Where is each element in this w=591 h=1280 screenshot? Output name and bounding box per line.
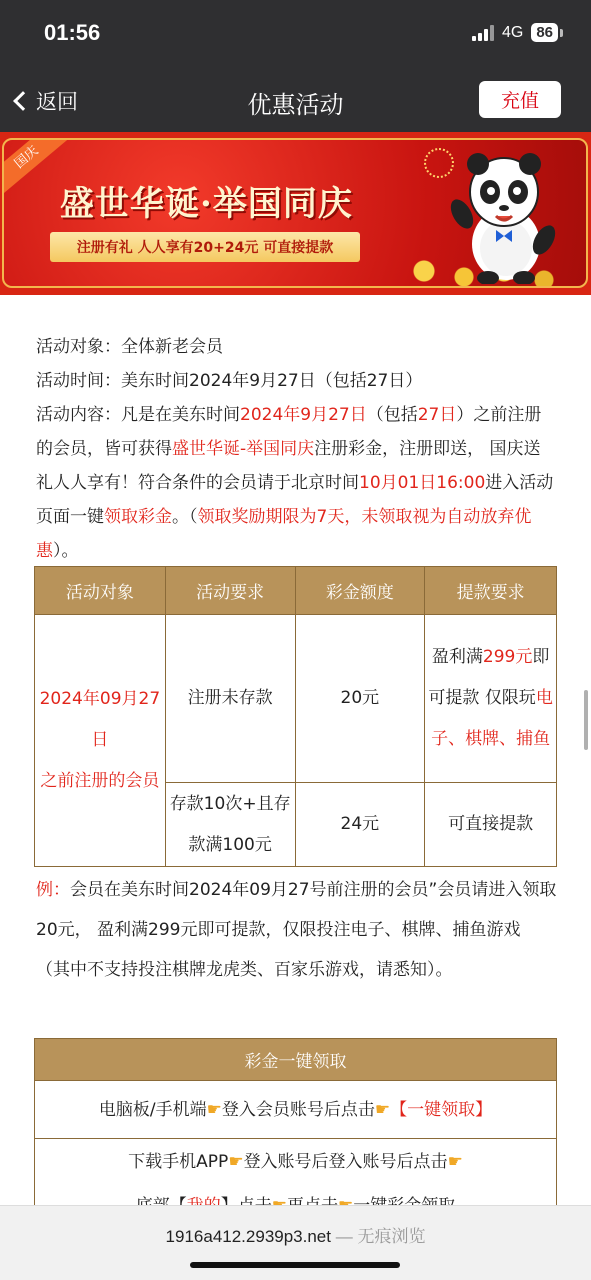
- signal-icon: [472, 25, 494, 41]
- battery-nub: [560, 29, 563, 37]
- example-text: 会员在美东时间2024年09月27号前注册的会员”会员请进入领取20元， 盈利满299元即可提款，仅限投注电子、棋牌、捕鱼游戏 （其中不支持投注棋牌龙虎类、百家乐游戏，请悉知）。: [36, 880, 557, 980]
- example-label: 例：: [36, 880, 70, 900]
- info-content: 活动内容：凡是在美东时间2024年9月27日（包括27日）之前注册的会员，皆可获得盛世华诞-举国同庆注册彩金，注册即送， 国庆送礼人人享有！符合条件的会员请于北京时间10月01日16:00进入活动页面一键领取彩金。（领取奖励期限为7天，未领取视为自动放弃优惠）。: [36, 405, 554, 561]
- table-header-row: [35, 567, 557, 615]
- pointing-hand-icon: ☛: [374, 1099, 391, 1120]
- one-click-claim-link[interactable]: 【一键领取】: [390, 1099, 493, 1120]
- header-withdraw: 提款要求: [425, 567, 557, 615]
- pointing-hand-icon: ☛: [206, 1099, 222, 1120]
- corner-badge: 国庆: [2, 138, 69, 196]
- claim-header: 彩金一键领取: [35, 1039, 557, 1081]
- network-type: 4G: [501, 23, 524, 41]
- cell-amount: 24元: [295, 783, 425, 867]
- top-bar: [0, 0, 591, 132]
- page-title: 优惠活动: [247, 91, 344, 119]
- table-row: [35, 1081, 557, 1139]
- battery-icon: 86: [531, 23, 558, 42]
- browser-url-bar[interactable]: [0, 1205, 591, 1280]
- home-indicator[interactable]: [190, 1262, 400, 1268]
- rules-table: [34, 566, 557, 867]
- claim-row-app: 下载手机APP☛登入账号后登入账号后点击☛: [35, 1139, 557, 1229]
- example-note: [36, 870, 558, 990]
- claim-table: [34, 1038, 557, 1229]
- pointing-hand-icon: ☛: [228, 1151, 244, 1172]
- claim-header-row: [35, 1039, 557, 1081]
- panda-mascot-icon: [444, 144, 564, 284]
- nav-bar: [0, 70, 591, 132]
- banner-title: 盛世华诞·举国同庆: [60, 184, 353, 224]
- promo-banner[interactable]: [0, 132, 591, 295]
- scrollbar[interactable]: [584, 690, 588, 750]
- header-amount: 彩金额度: [295, 567, 425, 615]
- cell-withdraw: 可直接提款: [425, 783, 557, 867]
- cell-requirement: 注册未存款: [165, 615, 295, 783]
- recharge-button[interactable]: 充值: [479, 81, 561, 118]
- cell-withdraw: 盈利满299元即可提款 仅限玩电子、棋牌、捕鱼: [425, 615, 557, 783]
- info-target: 活动对象：全体新老会员: [36, 337, 223, 357]
- url-text[interactable]: 1916a412.2939p3.net — 无痕浏览: [165, 1227, 426, 1246]
- status-bar: [0, 0, 591, 70]
- claim-row-desktop: 电脑板/手机端☛登入会员账号后点击☛【一键领取】: [35, 1081, 557, 1139]
- cell-amount: 20元: [295, 615, 425, 783]
- cell-target: 2024年09月27日 之前注册的会员: [35, 615, 166, 867]
- header-target: 活动对象: [35, 567, 166, 615]
- header-requirement: 活动要求: [165, 567, 295, 615]
- pointing-hand-icon: ☛: [447, 1151, 463, 1172]
- info-time: 活动时间：美东时间2024年9月27日（包括27日）: [36, 371, 423, 391]
- banner-image: [2, 138, 588, 288]
- table-row: [35, 615, 557, 783]
- status-indicators: [472, 23, 563, 42]
- banner-subtitle: 注册有礼 人人享有20+24元 可直接提款: [50, 232, 360, 262]
- cell-requirement: 存款10次+且存款满100元: [165, 783, 295, 867]
- status-time: 01:56: [44, 20, 101, 45]
- activity-info: [36, 330, 556, 568]
- back-label: 返回: [36, 90, 78, 114]
